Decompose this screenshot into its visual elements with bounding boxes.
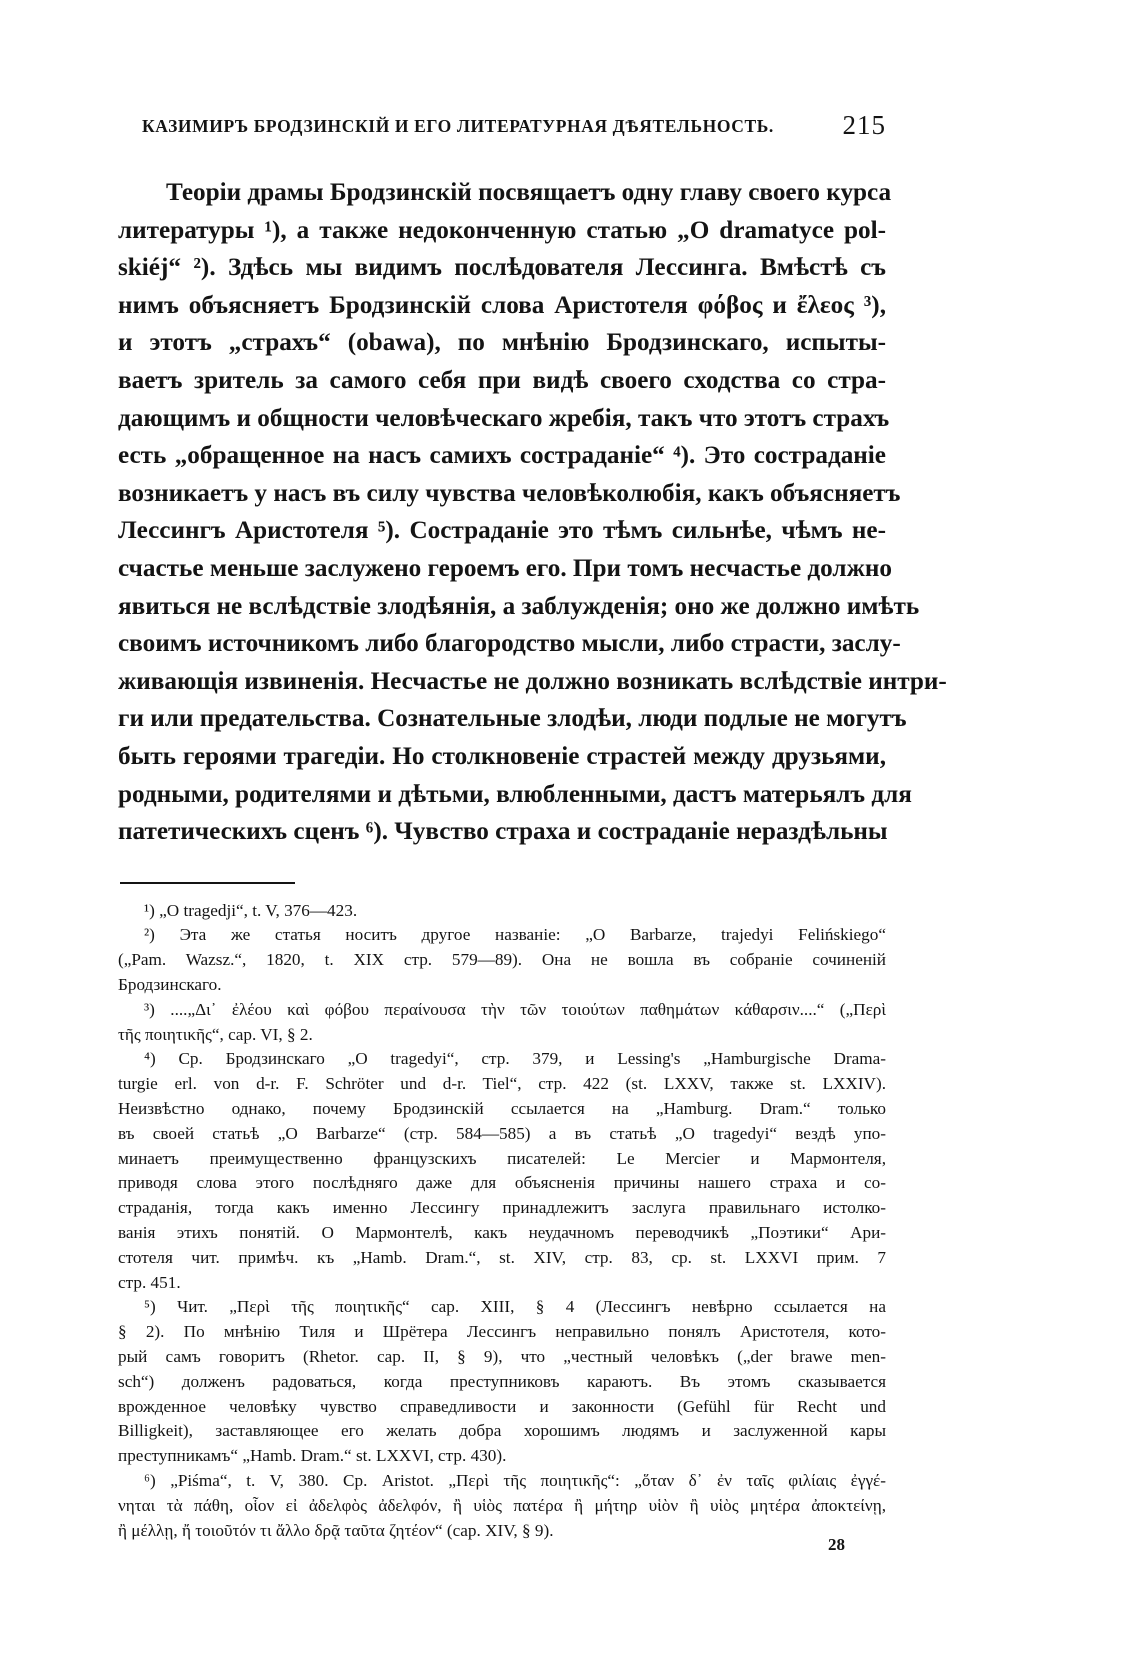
- book-page: [118, 110, 947, 1543]
- footnote-2: [118, 923, 886, 997]
- footnote-line: врожденное человѣку чувство справедливости и законности (Gefühl für Recht und: [118, 1396, 886, 1416]
- footnote-line: νηται τὰ πάθη, οἷον εἰ ἀδελφὸς ἀδελφόν, ἢ υἱὸς πατέρα ἢ μήτηρ υἱὸν ἢ υἱὸς μητέρα ἀποκτείνῃ,: [118, 1495, 886, 1515]
- text-line: дающимъ и общности человѣческаго жребія, такъ что этотъ страхъ: [118, 404, 890, 432]
- footnote-3: [118, 998, 886, 1048]
- footnote-line: („Pam. Wazsz.“, 1820, t. XIX стр. 579—89). Она не вошла въ собраніе сочиненій: [118, 950, 886, 970]
- text-line: Теоріи драмы Бродзинскій посвящаетъ одну главу своего курса: [166, 179, 892, 206]
- footnote-line: Billigkeit), заставляющее его желать добра хорошимъ людямъ и заслуженной кары: [118, 1421, 886, 1441]
- footnote-line: страданія, тогда какъ именно Лессингу принадлежитъ заслуга правильнаго истолко-: [118, 1198, 886, 1218]
- footnote-line: преступникамъ“ „Hamb. Dram.“ st. LXXVI, стр. 430).: [118, 1446, 507, 1466]
- text-line: ги или предательства. Сознательные злодѣи, люди подлые не могутъ: [118, 705, 907, 733]
- text-line: ваетъ зритель за самого себя при видѣ своего сходства со стра-: [118, 366, 886, 394]
- footnote-6: [118, 1469, 886, 1543]
- page-number: 215: [842, 110, 886, 140]
- footnote-line: стр. 451.: [118, 1272, 181, 1292]
- footnote-line: ⁵) Чит. „Περὶ τῆς ποιητικῆς“ cap. XIII, § 4 (Лессингъ невѣрно ссылается на: [144, 1297, 886, 1317]
- footnote-line: ¹) „O tragedji“, t. V, 376—423.: [144, 900, 358, 920]
- footnote-line: turgie erl. von d-r. F. Schröter und d-r. Tiel“, стр. 422 (st. LXXV, также st. LXXIV).: [118, 1074, 886, 1094]
- footnote-line: ³) ....„Δι᾽ ἐλέου καὶ φόβου περαίνουσα τὴν τῶν τοιούτων παθημάτων κάθαρσιν....“ („Περὶ: [144, 999, 886, 1019]
- printer-signature-mark: 28: [828, 1535, 845, 1554]
- text-line: и этотъ „страхъ“ (obawa), по мнѣнію Бродзинскаго, испыты-: [118, 329, 886, 357]
- footnote-line: § 2). По мнѣнію Тиля и Шрётера Лессингъ неправильно понялъ Аристотеля, кото-: [118, 1322, 886, 1342]
- footnote-1: [118, 899, 886, 924]
- page-header: [118, 110, 886, 150]
- footnote-line: стотеля чит. примѣч. къ „Hamb. Dram.“, st. XIV, стр. 83, ср. st. LXXVI прим. 7: [118, 1247, 886, 1267]
- footnote-4: [118, 1047, 886, 1295]
- text-line: быть героями трагедіи. Но столкновеніе страстей между друзьями,: [118, 742, 886, 770]
- footnote-line: въ своей статьѣ „O Barbarze“ (стр. 584—585) а въ статьѣ „O tragedyi“ вездѣ упо-: [118, 1123, 886, 1143]
- text-line: литературы ¹), а также недоконченную статью „O dramatyce pol-: [118, 216, 886, 244]
- text-line: нимъ объясняетъ Бродзинскій слова Аристотеля φόβος и ἔλεος ³),: [118, 291, 886, 319]
- running-title: КАЗИМИРЪ БРОДЗИНСКІЙ И ЕГО ЛИТЕРАТУРНАЯ ДѢЯТЕЛЬНОСТЬ.: [142, 116, 774, 136]
- footnote-line: минаетъ преимущественно французскихъ писателей: Le Mercier и Мармонтеля,: [118, 1148, 886, 1168]
- text-line: счастье меньше заслужено героемъ его. При томъ несчастье должно: [118, 554, 892, 582]
- text-line: патетическихъ сценъ ⁶). Чувство страха и состраданіе нераздѣльны: [118, 818, 888, 846]
- footnote-line: Бродзинскаго.: [118, 975, 222, 995]
- footnote-line: рый самъ говоритъ (Rhetor. cap. II, § 9), что „честный человѣкъ („der brawe men-: [118, 1347, 886, 1367]
- text-line: родными, родителями и дѣтьми, влюбленными, дастъ матерьялъ для: [118, 780, 912, 808]
- text-line: явиться не вслѣдствіе злодѣянія, а заблужденія; оно же должно имѣть: [118, 592, 920, 620]
- text-line: возникаетъ у насъ въ силу чувства человѣколюбія, какъ объясняетъ: [118, 479, 901, 507]
- main-text: [118, 174, 947, 851]
- footnote-line: ²) Эта же статья носитъ другое названіе: „O Barbarze, trajedyi Felińskiego“: [144, 925, 886, 945]
- footnote-line: ἢ μέλλῃ, ἤ τοιοῦτόν τι ἄλλο δρᾷ ταῦτα ζητέον“ (cap. XIV, § 9).: [118, 1520, 554, 1540]
- footnote-line: ⁴) Ср. Бродзинскаго „O tragedyi“, стр. 379, и Lessing's „Hamburgische Drama-: [144, 1049, 886, 1069]
- footnote-line: приводя слова этого послѣдняго даже для объясненія причины нашего страха и со-: [118, 1173, 886, 1193]
- text-line: есть „обращенное на насъ самихъ состраданіе“ ⁴). Это состраданіе: [118, 442, 886, 470]
- text-line: Лессингъ Аристотеля ⁵). Состраданіе это тѣмъ сильнѣе, чѣмъ не-: [118, 517, 886, 545]
- footnote-line: τῆς ποιητικῆς“, cap. VI, § 2.: [118, 1024, 313, 1044]
- text-line: skiéj“ ²). Здѣсь мы видимъ послѣдователя Лессинга. Вмѣстѣ съ: [118, 254, 886, 282]
- footnote-line: ⁶) „Piśma“, t. V, 380. Ср. Aristot. „Περὶ τῆς ποιητικῆς“: „ὅταν δ᾽ ἐν ταῖς φιλίαις ἐγγέ-: [144, 1471, 886, 1491]
- footnote-line: sch“) долженъ радоваться, когда преступниковъ караютъ. Въ этомъ сказывается: [118, 1371, 886, 1391]
- footnote-line: Неизвѣстно однако, почему Бродзинскій ссылается на „Hamburg. Dram.“ только: [118, 1099, 886, 1119]
- footnote-5: [118, 1295, 886, 1469]
- text-line: живающія извиненія. Несчастье не должно возникать вслѣдствіе интри-: [118, 667, 947, 695]
- footnote-line: ванія этихъ понятій. О Мармонтелѣ, какъ неудачномъ переводчикѣ „Поэтики“ Ари-: [118, 1223, 886, 1243]
- footnotes: [118, 899, 886, 1544]
- footnote-divider: [120, 882, 295, 884]
- text-line: своимъ источникомъ либо благородство мысли, либо страсти, заслу-: [118, 630, 901, 658]
